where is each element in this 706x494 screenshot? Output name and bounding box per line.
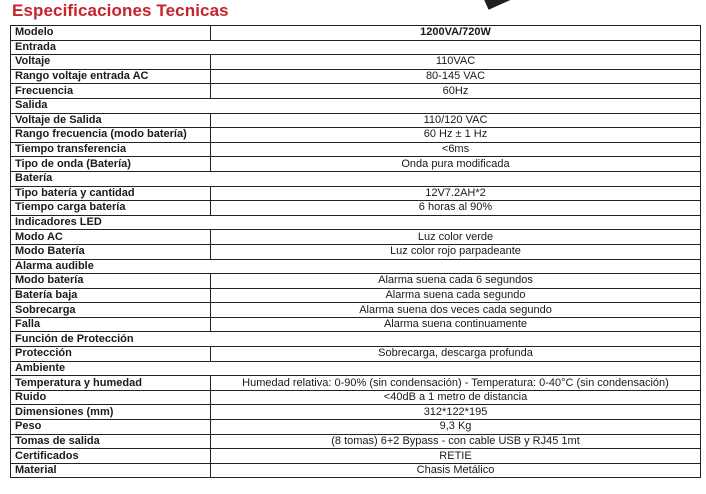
product-corner-graphic [478,0,553,10]
spec-value: 110VAC [211,55,701,70]
spec-value: Sobrecarga, descarga profunda [211,347,701,362]
spec-value: Alarma suena dos veces cada segundo [211,303,701,318]
spec-label: Tipo batería y cantidad [11,186,211,201]
spec-table [10,25,701,478]
spec-value: Onda pura modificada [211,157,701,172]
spec-row [11,186,701,201]
spec-value: Alarma suena cada 6 segundos [211,274,701,289]
spec-row [11,390,701,405]
spec-label: Frecuencia [11,84,211,99]
spec-value: Chasis Metálico [211,463,701,478]
spec-row [11,303,701,318]
model-value: 1200VA/720W [211,26,701,41]
section-header-row [11,361,701,376]
spec-label: Certificados [11,449,211,464]
section-header-row [11,332,701,347]
spec-row [11,463,701,478]
spec-value: 80-145 VAC [211,69,701,84]
section-header-row [11,215,701,230]
spec-table-body [11,26,701,478]
spec-row [11,128,701,143]
spec-label: Voltaje [11,55,211,70]
spec-row [11,157,701,172]
spec-label: Temperatura y humedad [11,376,211,391]
spec-row [11,376,701,391]
spec-row [11,317,701,332]
spec-row [11,420,701,435]
section-title: Batería [11,171,701,186]
spec-label: Voltaje de Salida [11,113,211,128]
section-title: Ambiente [11,361,701,376]
spec-row [11,347,701,362]
spec-label: Rango frecuencia (modo batería) [11,128,211,143]
section-header-row [11,40,701,55]
spec-value: Humedad relativa: 0-90% (sin condensación) - Temperatura: 0-40°C (sin condensación) [211,376,701,391]
section-header-row [11,98,701,113]
page-title: Especificaciones Tecnicas [12,1,229,20]
spec-row [11,434,701,449]
spec-label: Falla [11,317,211,332]
spec-value: RETIE [211,449,701,464]
spec-label: Tiempo carga batería [11,201,211,216]
spec-label: Tomas de salida [11,434,211,449]
spec-row [11,449,701,464]
section-title: Entrada [11,40,701,55]
model-label: Modelo [11,26,211,41]
spec-row [11,84,701,99]
spec-value: 12V7.2AH*2 [211,186,701,201]
section-title: Indicadores LED [11,215,701,230]
spec-label: Tiempo transferencia [11,142,211,157]
section-header-row [11,259,701,274]
spec-label: Tipo de onda (Batería) [11,157,211,172]
spec-row [11,201,701,216]
spec-value: Luz color verde [211,230,701,245]
spec-value: 110/120 VAC [211,113,701,128]
spec-value: 6 horas al 90% [211,201,701,216]
spec-label: Batería baja [11,288,211,303]
spec-label: Modo batería [11,274,211,289]
spec-value: Luz color rojo parpadeante [211,244,701,259]
spec-value: (8 tomas) 6+2 Bypass - con cable USB y RJ45 1mt [211,434,701,449]
spec-value: <40dB a 1 metro de distancia [211,390,701,405]
spec-value: 312*122*195 [211,405,701,420]
spec-row [11,55,701,70]
spec-label: Modo AC [11,230,211,245]
spec-row [11,244,701,259]
spec-row [11,274,701,289]
spec-value: 9,3 Kg [211,420,701,435]
spec-row [11,69,701,84]
spec-label: Material [11,463,211,478]
spec-value: Alarma suena continuamente [211,317,701,332]
spec-label: Peso [11,420,211,435]
spec-label: Rango voltaje entrada AC [11,69,211,84]
section-header-row [11,171,701,186]
spec-row [11,113,701,128]
section-title: Salida [11,98,701,113]
spec-row [11,405,701,420]
spec-row [11,142,701,157]
spec-label: Modo Batería [11,244,211,259]
model-row [11,26,701,41]
spec-label: Ruido [11,390,211,405]
spec-value: 60 Hz ± 1 Hz [211,128,701,143]
spec-value: <6ms [211,142,701,157]
spec-label: Protección [11,347,211,362]
spec-row [11,230,701,245]
spec-value: Alarma suena cada segundo [211,288,701,303]
spec-value: 60Hz [211,84,701,99]
spec-row [11,288,701,303]
section-title: Función de Protección [11,332,701,347]
spec-label: Dimensiones (mm) [11,405,211,420]
section-title: Alarma audible [11,259,701,274]
spec-label: Sobrecarga [11,303,211,318]
